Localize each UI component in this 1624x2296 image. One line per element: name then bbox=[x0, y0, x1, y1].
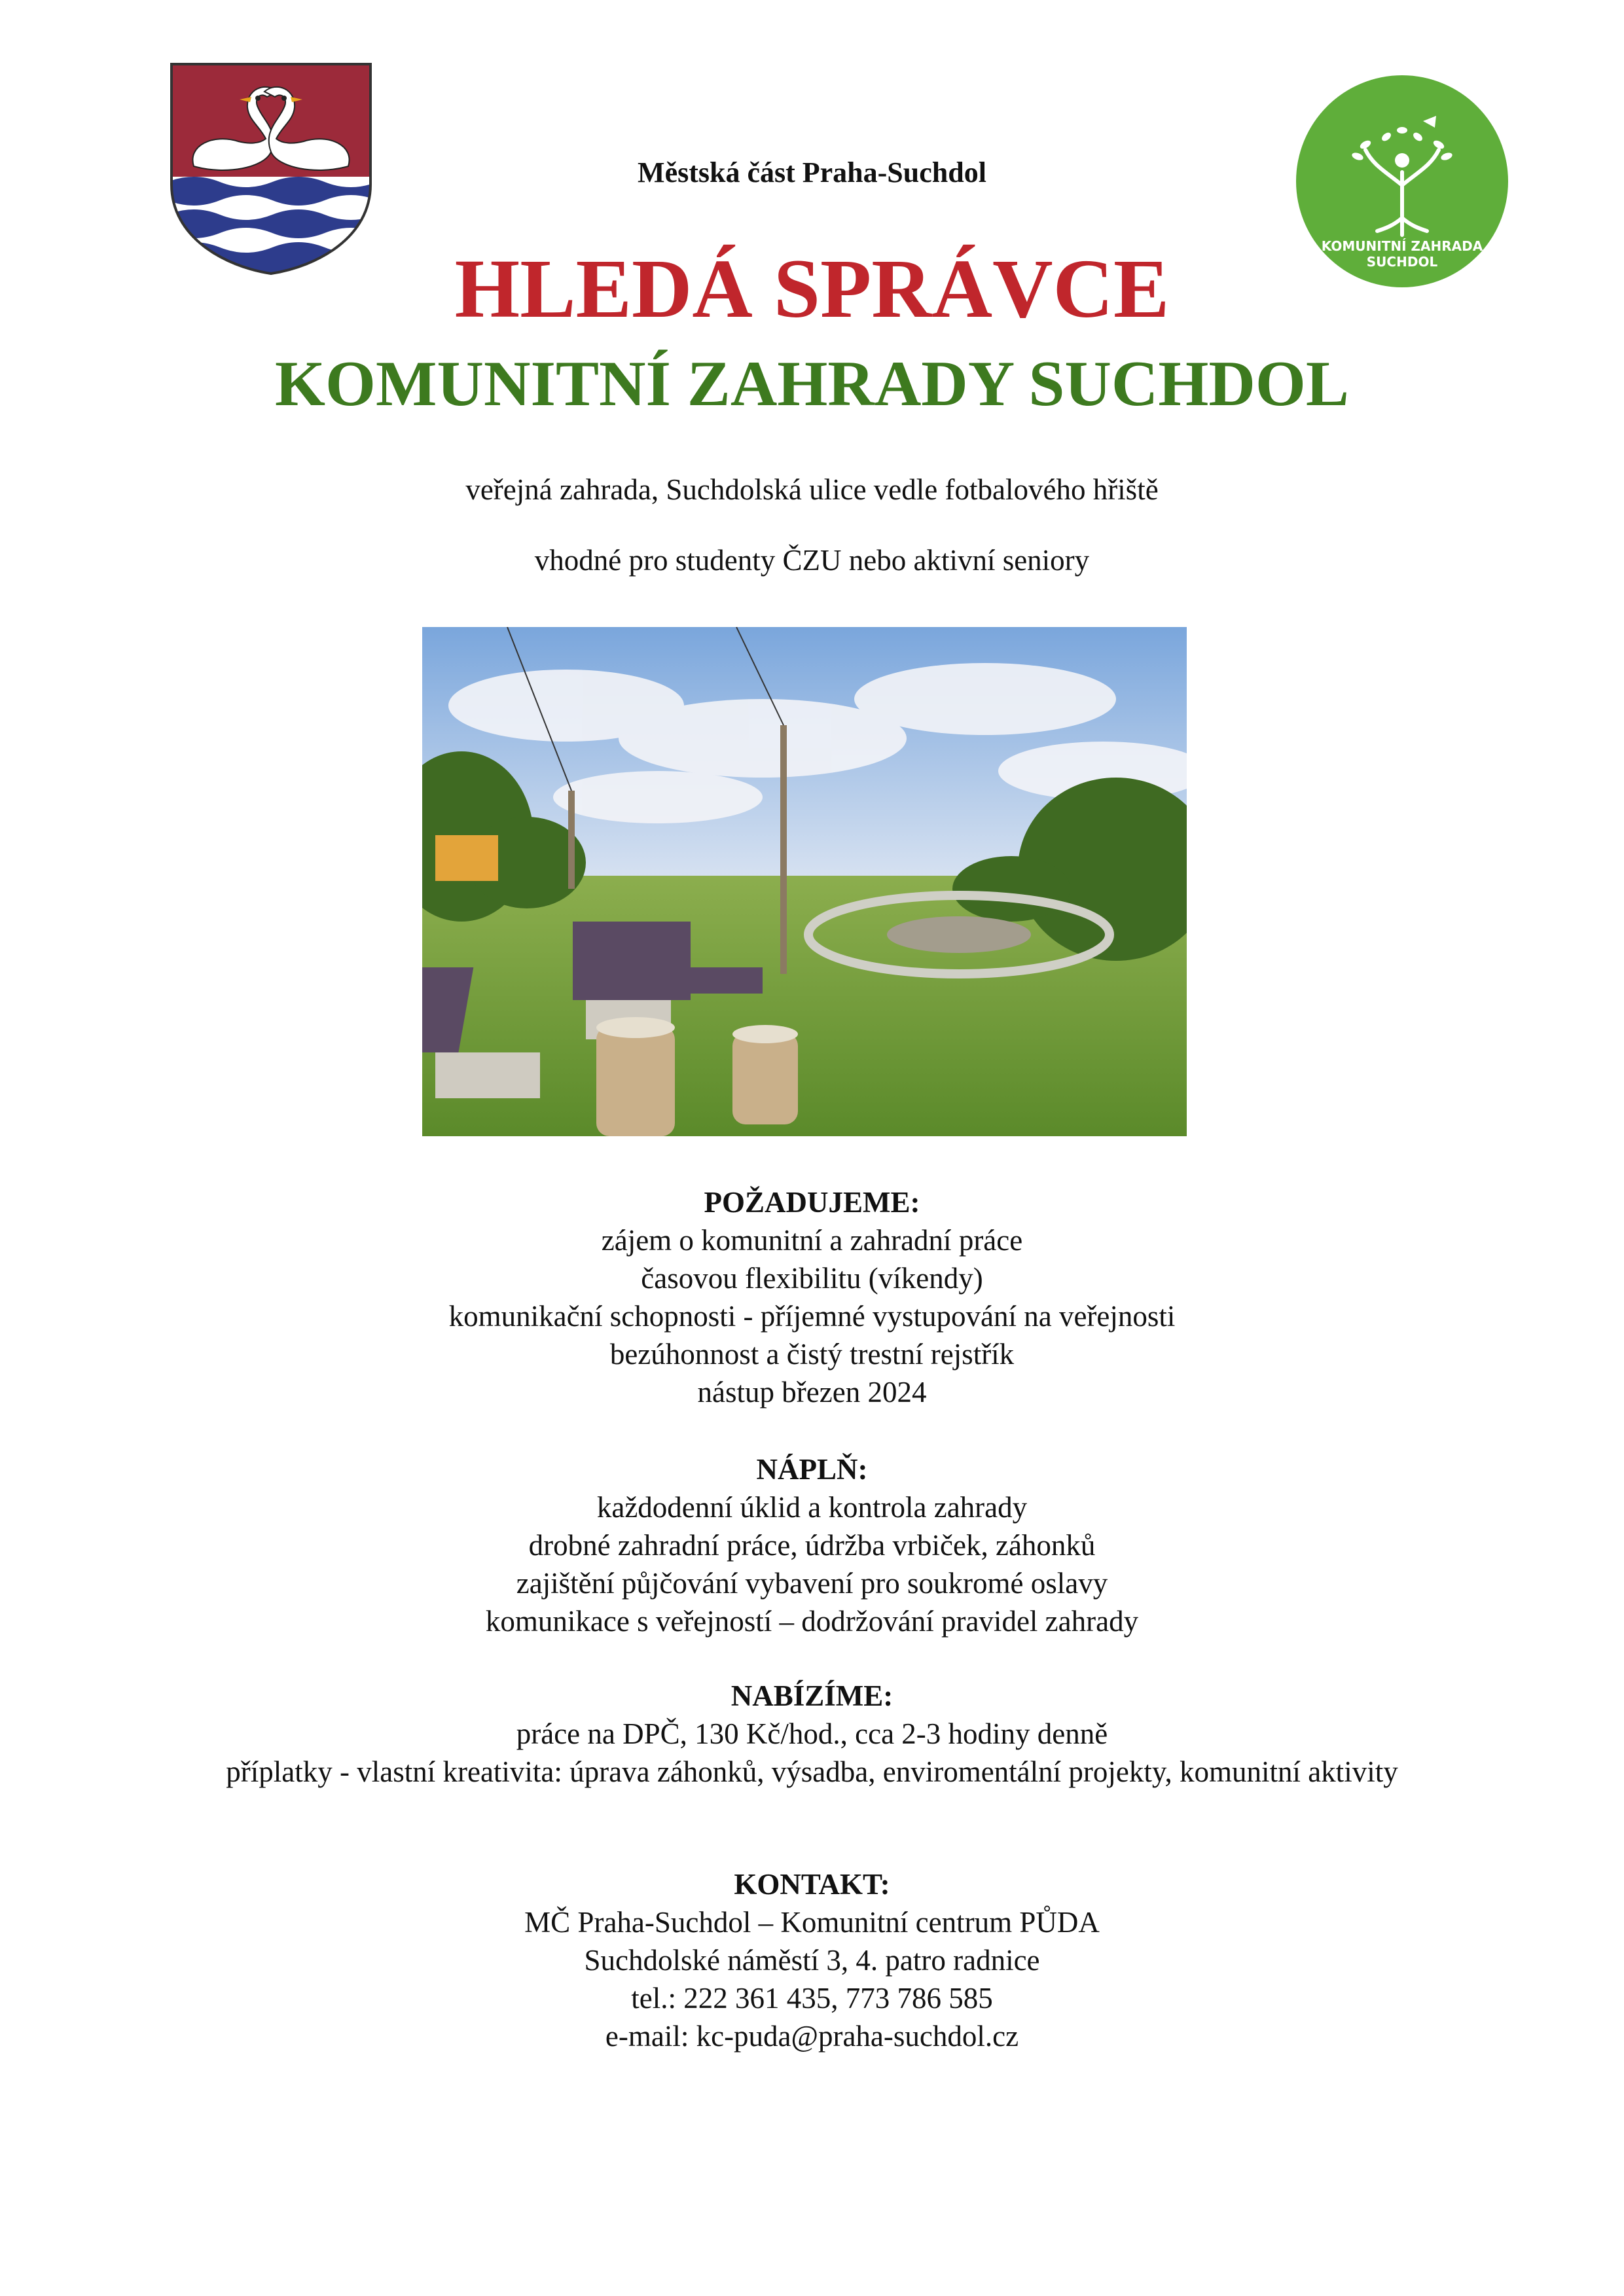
contact-section bbox=[0, 1865, 1624, 2055]
intro-location: veřejná zahrada, Suchdolská ulice vedle fotbalového hřiště bbox=[465, 473, 1159, 506]
contact-phone[interactable]: tel.: 222 361 435, 773 786 585 bbox=[631, 1982, 993, 2015]
duty-item: zajištění půjčování vybavení pro soukromé oslavy bbox=[516, 1567, 1108, 1600]
requirements-title: POŽADUJEME: bbox=[704, 1186, 920, 1219]
duties-title: NÁPLŇ: bbox=[756, 1453, 868, 1486]
offer-item: práce na DPČ, 130 Kč/hod., cca 2-3 hodiny denně bbox=[516, 1717, 1108, 1750]
intro-audience: vhodné pro studenty ČZU nebo aktivní seniory bbox=[534, 544, 1090, 577]
shed-icon bbox=[435, 835, 498, 881]
offer-item: příplatky - vlastní kreativita: úprava záhonků, výsadba, enviromentální projekty, komunitní aktivity bbox=[226, 1755, 1398, 1788]
requirement-item: bezúhonnost a čistý trestní rejstřík bbox=[609, 1338, 1015, 1371]
requirement-item: časovou flexibilitu (víkendy) bbox=[641, 1262, 983, 1295]
requirement-item: zájem o komunitní a zahradní práce bbox=[601, 1224, 1023, 1257]
contact-address: Suchdolské náměstí 3, 4. patro radnice bbox=[584, 1944, 1040, 1977]
headline: HLEDÁ SPRÁVCE bbox=[454, 242, 1170, 335]
municipality-name: Městská část Praha-Suchdol bbox=[638, 156, 986, 188]
duty-item: komunikace s veřejností – dodržování pravidel zahrady bbox=[485, 1605, 1139, 1638]
duty-item: drobné zahradní práce, údržba vrbiček, záhonků bbox=[528, 1529, 1096, 1562]
garden-logo-line1: KOMUNITNÍ ZAHRADA bbox=[1321, 238, 1483, 254]
duty-item: každodenní úklid a kontrola zahrady bbox=[596, 1491, 1028, 1524]
requirement-item: komunikační schopnosti - příjemné vystupování na veřejnosti bbox=[448, 1300, 1176, 1333]
contact-title: KONTAKT: bbox=[734, 1868, 890, 1901]
duties-section bbox=[0, 1450, 1624, 1640]
requirement-item: nástup březen 2024 bbox=[697, 1376, 927, 1408]
garden-logo-line2: SUCHDOL bbox=[1366, 254, 1438, 270]
offer-title: NABÍZÍME: bbox=[731, 1679, 893, 1712]
garden-photo bbox=[422, 627, 1187, 1136]
subheadline: KOMUNITNÍ ZAHRADY SUCHDOL bbox=[275, 348, 1349, 420]
contact-email[interactable]: e-mail: kc-puda@praha-suchdol.cz bbox=[605, 2020, 1019, 2053]
contact-line: MČ Praha-Suchdol – Komunitní centrum PŮDA bbox=[524, 1906, 1100, 1939]
offer-section bbox=[0, 1677, 1624, 1791]
requirements-section bbox=[0, 1183, 1624, 1411]
